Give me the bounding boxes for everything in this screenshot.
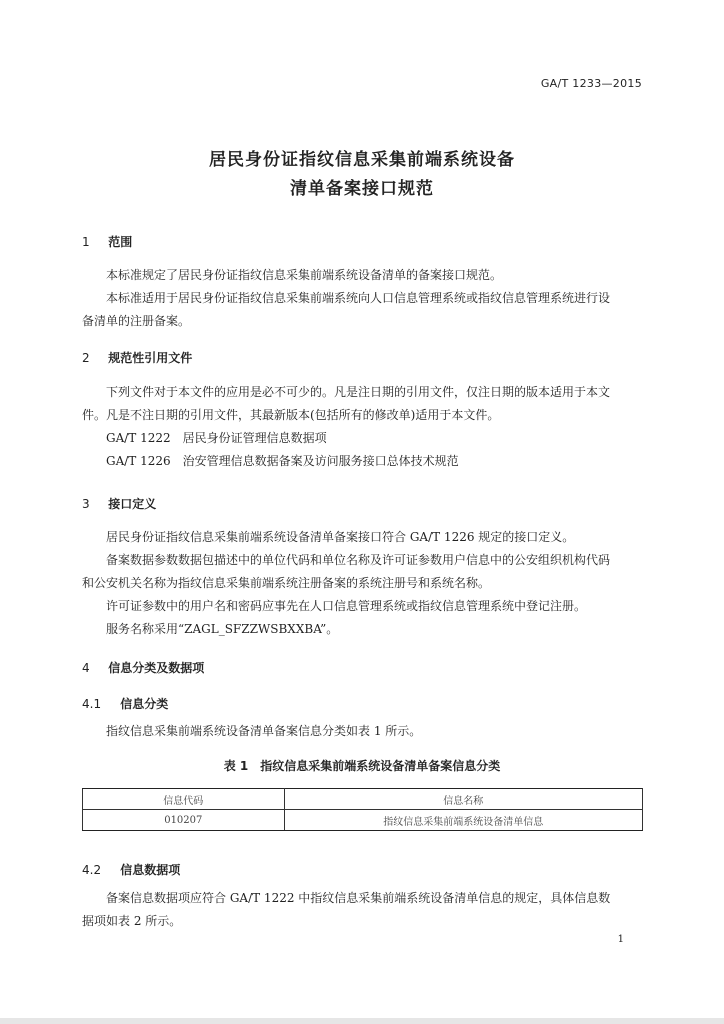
page-bottom-edge bbox=[0, 1018, 724, 1024]
paragraph-line: 据项如表 2 所示。 bbox=[82, 914, 182, 928]
table-cell: 指纹信息采集前端系统设备清单信息 bbox=[284, 810, 642, 831]
section-body-references bbox=[82, 381, 644, 473]
section-heading-interface bbox=[82, 495, 156, 512]
document-title-line-2: 清单备案接口规范 bbox=[290, 179, 434, 199]
section-number: 4.1 bbox=[82, 697, 102, 711]
subsection-heading-classification bbox=[82, 695, 168, 712]
paragraph-line: 本标准规定了居民身份证指纹信息采集前端系统设备清单的备案接口规范。 bbox=[106, 268, 503, 282]
paragraph-line: 备案信息数据项应符合 GA/T 1222 中指纹信息采集前端系统设备清单信息的规定，具体信息数 bbox=[106, 891, 611, 905]
table-cell: 010207 bbox=[83, 810, 285, 831]
section-title: 规范性引用文件 bbox=[108, 351, 193, 365]
paragraph-line: 居民身份证指纹信息采集前端系统设备清单备案接口符合 GA/T 1226 规定的接口定义。 bbox=[106, 530, 575, 544]
table-header-row bbox=[83, 789, 643, 810]
reference-item: GA/T 1222 居民身份证管理信息数据项 bbox=[106, 431, 327, 445]
section-body-interface bbox=[82, 526, 644, 641]
subsection-heading-data-items bbox=[82, 861, 180, 878]
section-title: 接口定义 bbox=[108, 497, 157, 511]
section-number: 4 bbox=[82, 661, 90, 675]
paragraph-line: 服务名称采用“ZAGL_SFZZWSBXXBA”。 bbox=[106, 622, 339, 636]
table-row bbox=[83, 810, 643, 831]
classification-table bbox=[82, 788, 643, 831]
section-title: 信息分类 bbox=[120, 697, 169, 711]
table-header-cell: 信息代码 bbox=[83, 789, 285, 810]
paragraph-line: 备案数据参数数据包描述中的单位代码和单位名称及许可证参数用户信息中的公安组织机构代码 bbox=[106, 553, 611, 567]
paragraph-line: 本标准适用于居民身份证指纹信息采集前端系统向人口信息管理系统或指纹信息管理系统进行设 bbox=[106, 291, 611, 305]
subsection-body-classification bbox=[82, 720, 644, 743]
section-heading-classification bbox=[82, 659, 204, 676]
paragraph-line: 和公安机关名称为指纹信息采集前端系统注册备案的系统注册号和系统名称。 bbox=[82, 576, 491, 590]
reference-item: GA/T 1226 治安管理信息数据备案及访问服务接口总体技术规范 bbox=[106, 454, 459, 468]
page-number: 1 bbox=[617, 934, 624, 945]
section-title: 信息数据项 bbox=[120, 863, 181, 877]
document-title-line-1: 居民身份证指纹信息采集前端系统设备 bbox=[209, 150, 515, 170]
section-number: 2 bbox=[82, 351, 90, 365]
section-heading-scope bbox=[82, 233, 132, 250]
section-number: 1 bbox=[82, 235, 90, 249]
section-body-scope bbox=[82, 264, 644, 333]
subsection-body-data-items bbox=[82, 887, 644, 933]
table-header-cell: 信息名称 bbox=[284, 789, 642, 810]
section-number: 3 bbox=[82, 497, 90, 511]
section-title: 信息分类及数据项 bbox=[108, 661, 205, 675]
standard-code: GA/T 1233—2015 bbox=[540, 77, 642, 90]
section-heading-references bbox=[82, 349, 192, 366]
table-caption: 表 1 指纹信息采集前端系统设备清单备案信息分类 bbox=[223, 759, 501, 773]
paragraph-line: 许可证参数中的用户名和密码应事先在人口信息管理系统或指纹信息管理系统中登记注册。 bbox=[106, 599, 587, 613]
section-number: 4.2 bbox=[82, 863, 102, 877]
paragraph-line: 备清单的注册备案。 bbox=[82, 314, 191, 328]
section-title: 范围 bbox=[108, 235, 133, 249]
paragraph-line: 件。凡是不注日期的引用文件，其最新版本(包括所有的修改单)适用于本文件。 bbox=[82, 408, 500, 422]
paragraph-line: 指纹信息采集前端系统设备清单备案信息分类如表 1 所示。 bbox=[106, 724, 422, 738]
paragraph-line: 下列文件对于本文件的应用是必不可少的。凡是注日期的引用文件，仅注日期的版本适用于本文 bbox=[106, 385, 611, 399]
